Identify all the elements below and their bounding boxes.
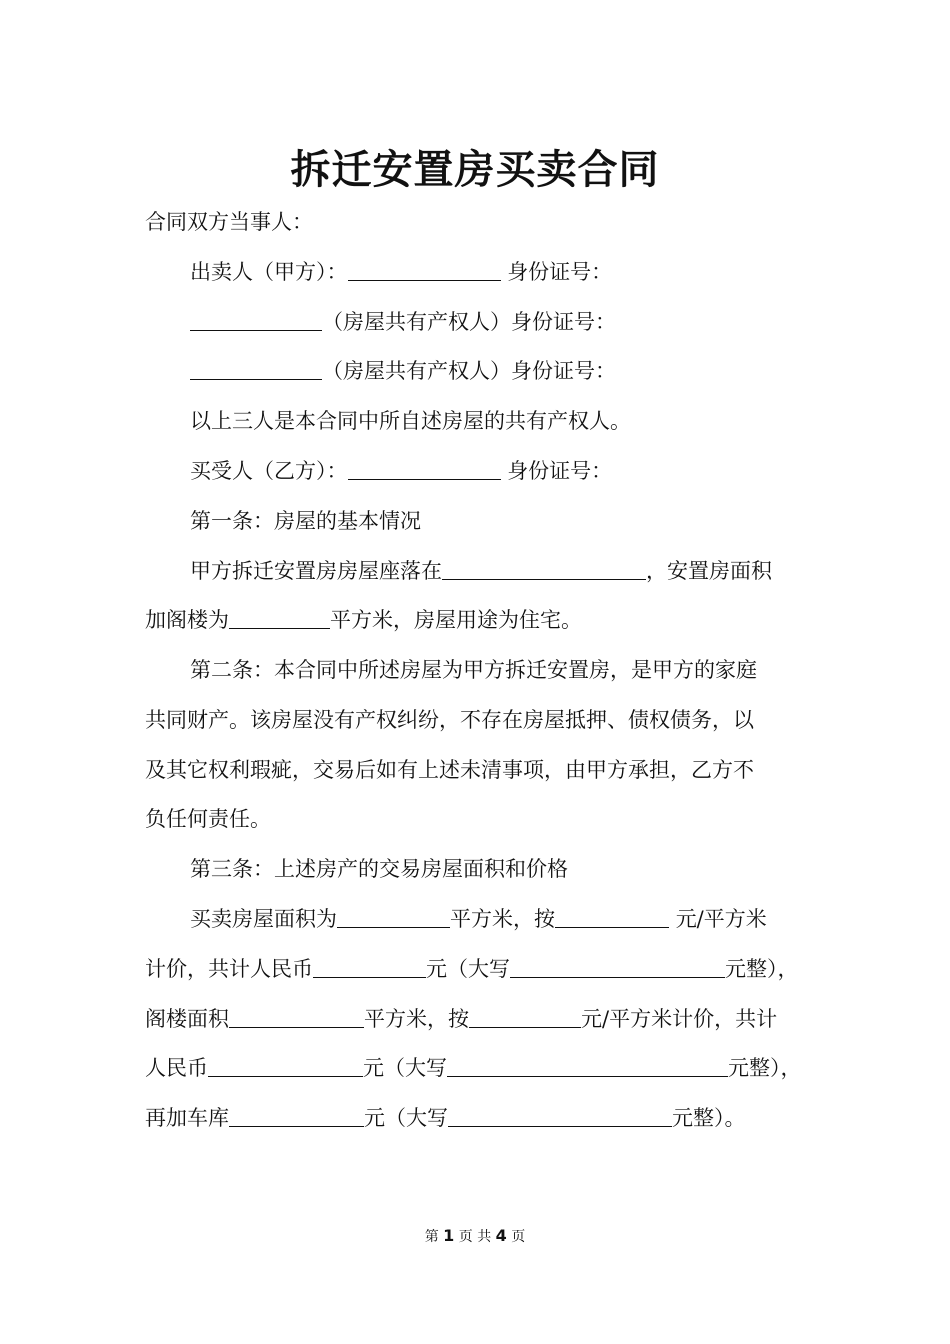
loft-label: 加阁楼为 bbox=[145, 608, 229, 632]
loft-capital-blank bbox=[447, 1054, 728, 1077]
current-page-number: 1 bbox=[443, 1226, 455, 1245]
garage-capital-label: 元（大写 bbox=[364, 1106, 448, 1130]
co-owner-2-line bbox=[190, 356, 616, 386]
parties-heading: 合同双方当事人： bbox=[145, 210, 313, 234]
co-owner-1-label: （房屋共有产权人）身份证号： bbox=[322, 310, 616, 334]
co-owner-2-blank bbox=[190, 357, 322, 380]
price-line-5 bbox=[145, 1103, 746, 1133]
loft-yuan-label: 元整）， bbox=[728, 1056, 802, 1080]
article-2-text-2: 共同财产。该房屋没有产权纠纷，不存在房屋抵押、债权债务，以 bbox=[145, 708, 754, 732]
page-footer bbox=[0, 1226, 950, 1247]
co-owner-1-line bbox=[190, 307, 616, 337]
article-1-text-2 bbox=[145, 605, 582, 635]
yuan-label: 元整）， bbox=[725, 957, 799, 981]
footer-suffix: 页 bbox=[511, 1229, 526, 1245]
seller-line bbox=[190, 257, 612, 287]
footer-middle: 页 共 bbox=[458, 1229, 492, 1245]
price-line-2 bbox=[145, 954, 799, 984]
loft-total-blank bbox=[208, 1054, 363, 1077]
buyer-label: 买受人（乙方）： bbox=[190, 459, 348, 483]
area-label: ，安置房面积 bbox=[646, 559, 772, 583]
price-line-3 bbox=[145, 1004, 777, 1034]
buyer-line bbox=[190, 456, 612, 486]
seller-id-label: 身份证号： bbox=[507, 260, 613, 284]
area-blank bbox=[229, 606, 330, 629]
rmb-label: 人民币 bbox=[145, 1056, 208, 1080]
unit-label: 元/平方米 bbox=[675, 907, 767, 931]
garage-yuan-label: 元整）。 bbox=[672, 1106, 746, 1130]
loft-capital-label: 元（大写 bbox=[363, 1056, 447, 1080]
loft-area-blank bbox=[229, 1005, 364, 1028]
loft-per-label: 平方米，按 bbox=[364, 1007, 469, 1031]
total-label: 计价，共计人民币 bbox=[145, 957, 313, 981]
location-blank bbox=[442, 557, 646, 580]
document-title: 拆迁安置房买卖合同 bbox=[290, 146, 660, 193]
total-capital-blank bbox=[510, 955, 725, 978]
location-label: 甲方拆迁安置房房屋座落在 bbox=[190, 559, 442, 583]
article-2-text-4: 负任何责任。 bbox=[145, 807, 271, 831]
per-label: 平方米，按 bbox=[450, 907, 555, 931]
co-owner-2-label: （房屋共有产权人）身份证号： bbox=[322, 359, 616, 383]
loft-area-label: 阁楼面积 bbox=[145, 1007, 229, 1031]
article-2-text-1: 第二条：本合同中所述房屋为甲方拆迁安置房，是甲方的家庭 bbox=[190, 658, 757, 682]
footer-prefix: 第 bbox=[424, 1229, 439, 1245]
article-2-text-3: 及其它权利瑕疵，交易后如有上述未清事项，由甲方承担，乙方不 bbox=[145, 758, 754, 782]
usage-text: 平方米，房屋用途为住宅。 bbox=[330, 608, 582, 632]
price-line-4 bbox=[145, 1053, 802, 1083]
article-1-heading: 第一条：房屋的基本情况 bbox=[190, 509, 421, 533]
article-3-heading: 第三条：上述房产的交易房屋面积和价格 bbox=[190, 857, 568, 881]
price-line-1 bbox=[190, 904, 767, 934]
seller-label: 出卖人（甲方）： bbox=[190, 260, 348, 284]
loft-unit-label: 元/平方米计价，共计 bbox=[581, 1007, 778, 1031]
sale-area-blank bbox=[337, 905, 450, 928]
capital-label: 元（大写 bbox=[426, 957, 510, 981]
buyer-name-blank bbox=[348, 457, 501, 480]
co-owner-1-blank bbox=[190, 308, 322, 331]
unit-price-blank bbox=[555, 905, 669, 928]
co-owner-statement: 以上三人是本合同中所自述房屋的共有产权人。 bbox=[190, 409, 631, 433]
sale-area-label: 买卖房屋面积为 bbox=[190, 907, 337, 931]
garage-amount-blank bbox=[229, 1104, 364, 1127]
seller-name-blank bbox=[348, 258, 501, 281]
total-page-number: 4 bbox=[495, 1226, 507, 1245]
loft-unit-price-blank bbox=[469, 1005, 581, 1028]
garage-capital-blank bbox=[448, 1104, 672, 1127]
total-amount-blank bbox=[313, 955, 426, 978]
article-1-text-1 bbox=[190, 556, 772, 586]
buyer-id-label: 身份证号： bbox=[507, 459, 613, 483]
garage-label: 再加车库 bbox=[145, 1106, 229, 1130]
